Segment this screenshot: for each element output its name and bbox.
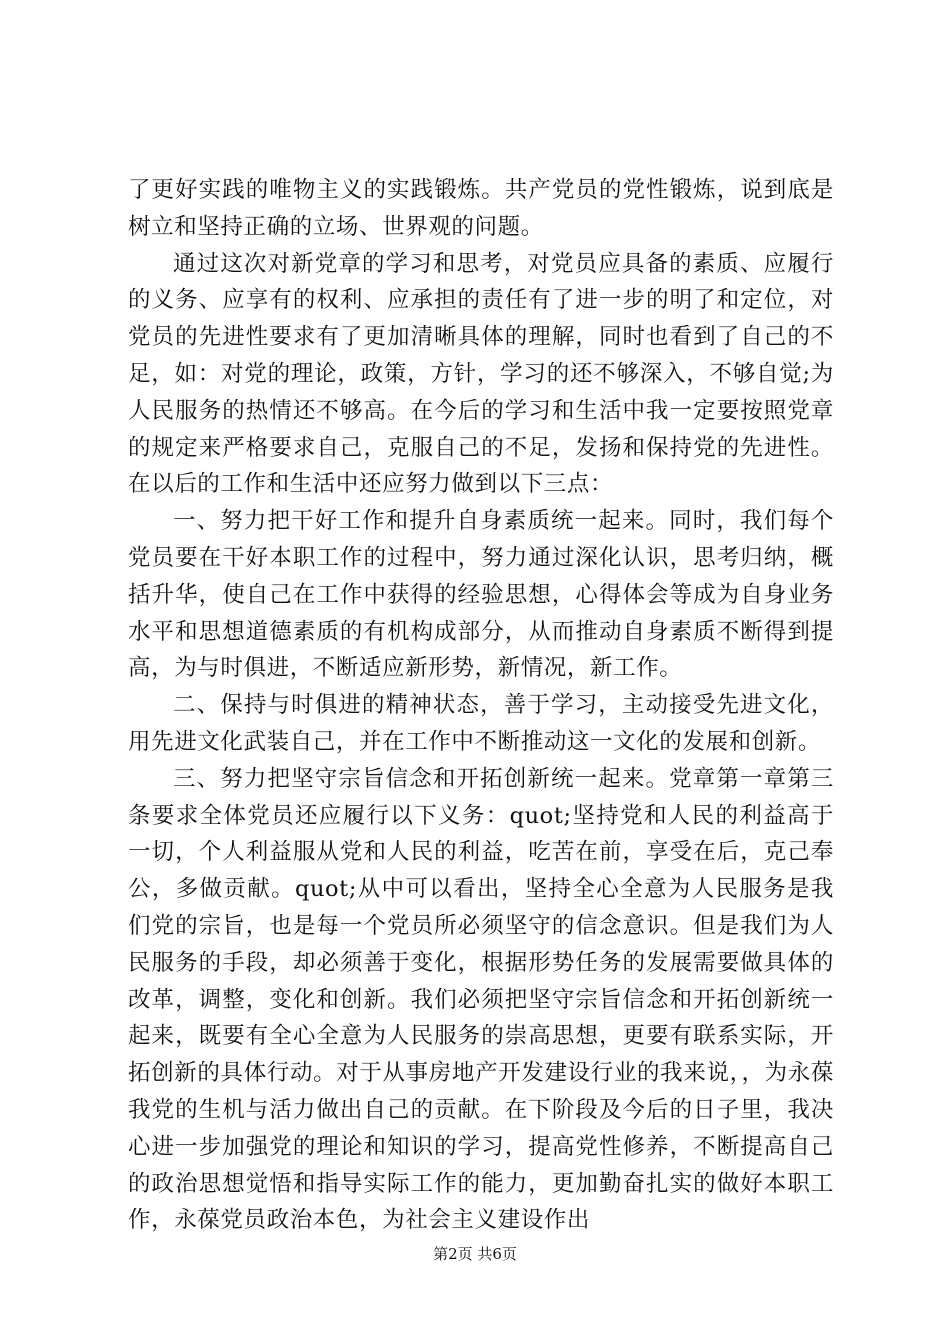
paragraph-2: 通过这次对新党章的学习和思考，对党员应具备的素质、应履行的义务、应享有的权利、应承担的责任有了进一步的明了和定位，对党员的先进性要求有了更加清晰具体的理解，同时也看到了自己的不足，如：对党的理论，政策，方针，学习的还不够深入，不够自觉;为人民服务的热情还不够高。在今后的学习和生活中我一定要按照党章的规定来严格要求自己，克服自己的不足，发扬和保持党的先进性。在以后的工作和生活中还应努力做到以下三点： <box>128 250 834 498</box>
document-body <box>128 172 834 1239</box>
paragraph-1: 了更好实践的唯物主义的实践锻炼。共产党员的党性锻炼，说到底是树立和坚持正确的立场、世界观的问题。 <box>128 177 834 240</box>
paragraph-3: 一、努力把干好工作和提升自身素质统一起来。同时，我们每个党员要在干好本职工作的过程中，努力通过深化认识，思考归纳，概括升华，使自己在工作中获得的经验思想，心得体会等成为自身业务水平和思想道德素质的有机构成部分，从而推动自身素质不断得到提高，为与时俱进，不断适应新形势，新情况，新工作。 <box>128 508 834 682</box>
paragraph-4: 二、保持与时俱进的精神状态，善于学习，主动接受先进文化，用先进文化武装自己，并在工作中不断推动这一文化的发展和创新。 <box>128 692 834 755</box>
page-number-footer: 第2页 共6页 <box>433 1245 517 1263</box>
paragraph-5: 三、努力把坚守宗旨信念和开拓创新统一起来。党章第一章第三条要求全体党员还应履行以下义务：quot;坚持党和人民的利益高于一切，个人利益服从党和人民的利益，吃苦在前，享受在后，克己奉公，多做贡献。quot;从中可以看出，坚持全心全意为人民服务是我们党的宗旨，也是每一个党员所必须坚守的信念意识。但是我们为人民服务的手段，却必须善于变化，根据形势任务的发展需要做具体的改革，调整，变化和创新。我们必须把坚守宗旨信念和开拓创新统一起来，既要有全心全意为人民服务的崇高思想，更要有联系实际，开拓创新的具体行动。对于从事房地产开发建设行业的我来说，，为永葆我党的生机与活力做出自己的贡献。在下阶段及今后的日子里，我决心进一步加强党的理论和知识的学习，提高党性修养，不断提高自己的政治思想觉悟和指导实际工作的能力，更加勤奋扎实的做好本职工作，永葆党员政治本色，为社会主义建设作出 <box>128 765 834 1234</box>
